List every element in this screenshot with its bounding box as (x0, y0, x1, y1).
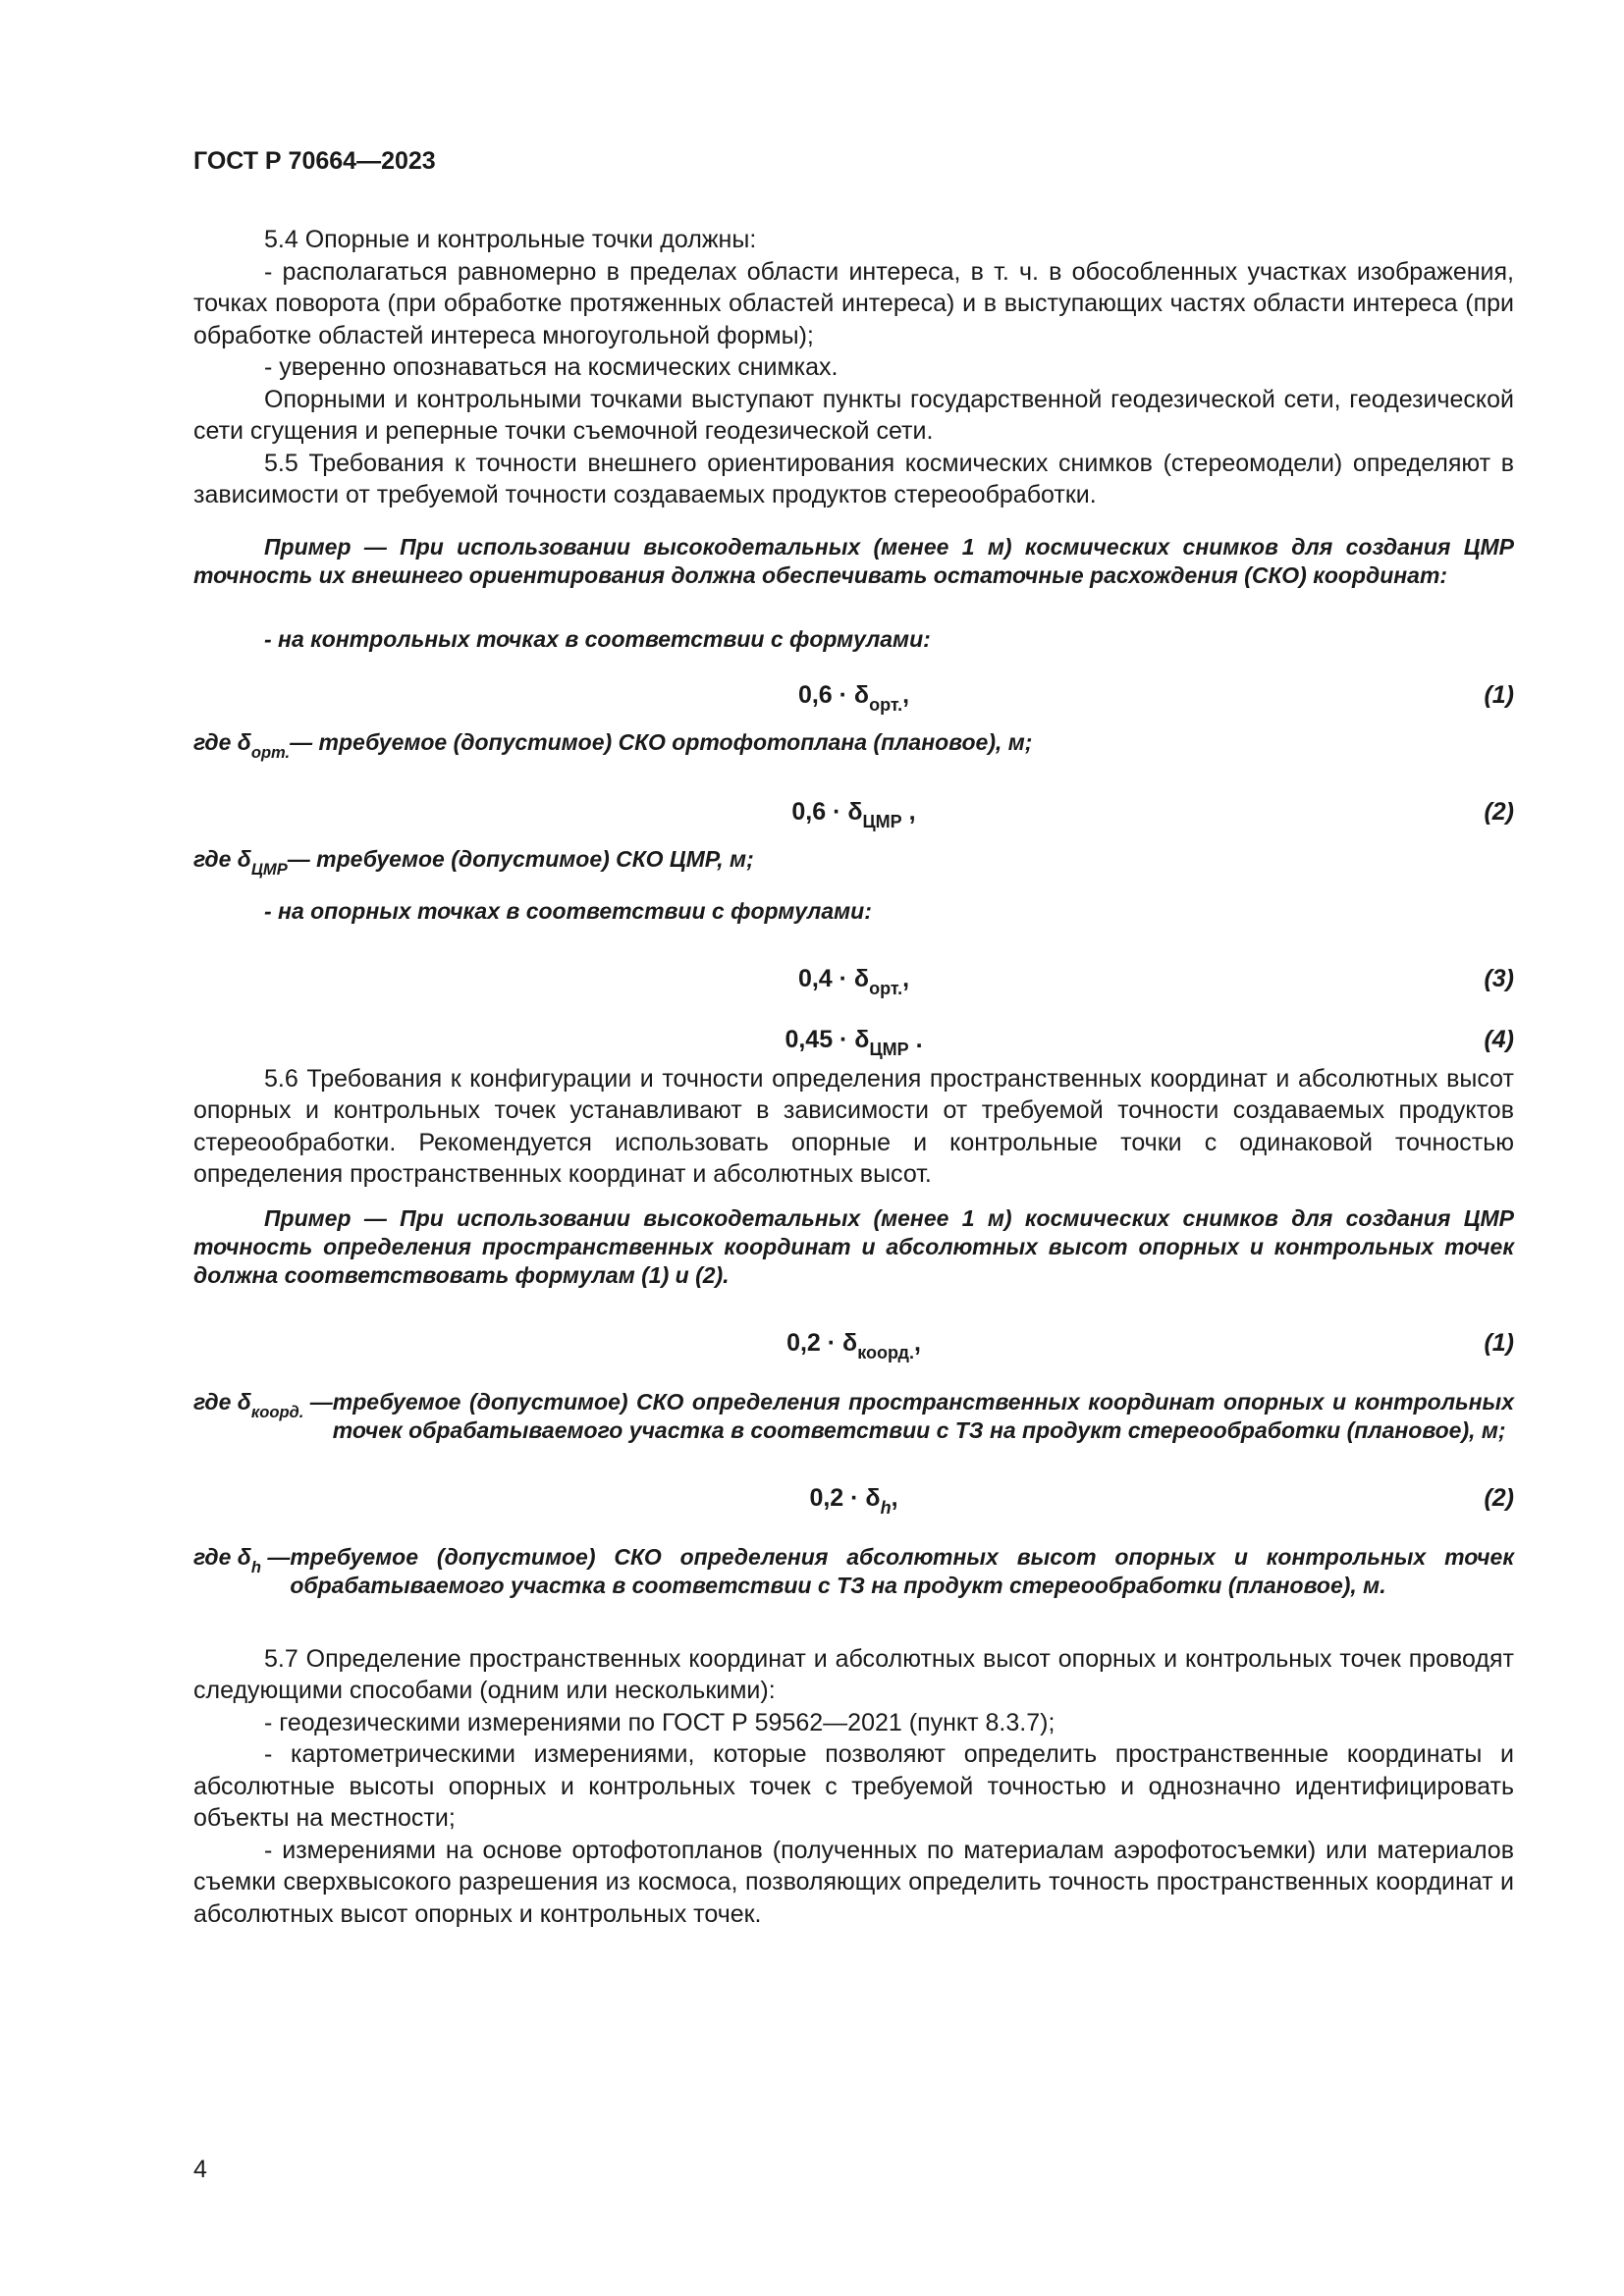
example-note: Пример — При использовании высокодетальных (менее 1 м) космических снимков для создания ЦМР точность определения пространственных координат и абсолютных высот опорных и контрольных точек должна соответствовать формулам (1) и (2). (193, 1204, 1514, 1288)
where-dash: — (260, 1543, 291, 1570)
formula-subscript: h (880, 1497, 892, 1518)
formula-tail: , (902, 964, 910, 992)
example-list-item: - на контрольных точках в соответствии с формулами: (264, 625, 931, 652)
formula-subscript: коорд. (857, 1342, 914, 1362)
formula-expression: 0,6 · δ (797, 680, 870, 709)
formula-explanation (193, 728, 1514, 762)
where-subscript: коорд. (250, 1402, 304, 1421)
formula-explanation (193, 1388, 1514, 1445)
formula-subscript: ЦМР (862, 811, 902, 831)
formula-expression: 0,2 · δ (809, 1483, 881, 1512)
where-subscript: ЦМР (250, 859, 288, 879)
formula-explanation (193, 1543, 1514, 1600)
clause-5-6: 5.6 Требования к конфигурации и точности определения пространственных координат и абсолютных высот опорных и контрольных точек устанавливают в зависимости от требуемой точности создаваемых продуктов стереообработки. Рекомендуется использовать опорные и контрольные точки с одинаковой точностью определения пространственных координат и абсолютных высот. (193, 1064, 1514, 1188)
formula-subscript: орт. (869, 694, 903, 715)
formula (193, 953, 1514, 996)
formula (193, 1014, 1514, 1057)
formula-number: (4) (1484, 1025, 1514, 1053)
clause-5-5: 5.5 Требования к точности внешнего ориентирования космических снимков (стереомодели) определяют в зависимости от требуемой точности создаваемых продуктов стереообработки. (193, 449, 1514, 508)
where-text: — требуемое (допустимое) СКО ЦМР, м; (287, 845, 754, 872)
formula-tail: , (891, 1483, 898, 1512)
formula-subscript: ЦМР (869, 1039, 909, 1059)
where-lead: где δ (193, 728, 251, 755)
formula-tail: . (908, 1025, 923, 1053)
list-item: - уверенно опознаваться на космических снимках. (264, 353, 839, 381)
formula (193, 669, 1514, 713)
where-lead: где δ (193, 1543, 251, 1570)
formula-number: (2) (1484, 1483, 1514, 1512)
formula-number: (1) (1484, 1328, 1514, 1357)
list-item: - располагаться равномерно в пределах области интереса, в т. ч. в обособленных участках изображения, точках поворота (при обработке протяженных областей интереса) и в выступающих частях области интереса (при обработке областей интереса многоугольной формы); (193, 257, 1514, 349)
list-item: - геодезическими измерениями по ГОСТ Р 59562—2021 (пункт 8.3.7); (264, 1708, 1056, 1736)
formula-expression: 0,2 · δ (786, 1328, 858, 1357)
document-header: ГОСТ Р 70664—2023 (193, 147, 436, 175)
where-text: требуемое (допустимое) СКО определения пространственных координат опорных и контрольных точек обрабатываемого участка в соответствии с ТЗ на продукт стереообработки (плановое), м; (332, 1388, 1514, 1443)
formula (193, 1317, 1514, 1361)
formula (193, 1472, 1514, 1516)
where-text: — требуемое (допустимое) СКО ортофотоплана (плановое), м; (290, 728, 1033, 755)
formula-tail: , (901, 797, 916, 826)
formula-tail: , (913, 1328, 921, 1357)
page-number: 4 (193, 2156, 207, 2183)
formula-expression: 0,45 · δ (785, 1025, 870, 1053)
where-lead: где δ (193, 845, 251, 872)
formula-expression: 0,4 · δ (797, 964, 870, 992)
document-body (193, 224, 1514, 1930)
list-item: - измерениями на основе ортофотопланов (полученных по материалам аэрофотосъемки) или материалов съемки сверхвысокого разрешения из космоса, позволяющих определить точность пространственных координат и абсолютных высот опорных и контрольных точек. (193, 1836, 1514, 1928)
example-note: Пример — При использовании высокодетальных (менее 1 м) космических снимков для создания ЦМР точность их внешнего ориентирования должна обеспечивать остаточные расхождения (СКО) координат: (193, 533, 1514, 588)
formula (193, 786, 1514, 829)
clause-5-7: 5.7 Определение пространственных координат и абсолютных высот опорных и контрольных точек проводят следующими способами (одним или несколькими): (193, 1644, 1514, 1704)
formula-tail: , (902, 680, 910, 709)
paragraph: Опорными и контрольными точками выступают пункты государственной геодезической сети, геодезической сети сгущения и реперные точки съемочной геодезической сети. (193, 385, 1514, 445)
where-dash: — (303, 1388, 333, 1415)
list-item: - картометрическими измерениями, которые позволяют определить пространственные координаты и абсолютные высоты опорных и контрольных точек с требуемой точностью и однозначно идентифицировать объекты на местности; (193, 1740, 1514, 1832)
where-subscript: орт. (250, 742, 291, 762)
formula-expression: 0,6 · δ (791, 797, 863, 826)
where-subscript: h (250, 1557, 261, 1576)
where-lead: где δ (193, 1388, 251, 1415)
where-text: требуемое (допустимое) СКО определения абсолютных высот опорных и контрольных точек обрабатываемого участка в соответствии с ТЗ на продукт стереообработки (плановое), м. (290, 1543, 1514, 1598)
example-list-item: - на опорных точках в соответствии с формулами: (264, 897, 872, 924)
formula-subscript: орт. (869, 978, 903, 998)
formula-explanation (193, 845, 1514, 879)
formula-number: (1) (1484, 680, 1514, 709)
formula-number: (3) (1484, 964, 1514, 992)
clause-5-4: 5.4 Опорные и контрольные точки должны: (264, 226, 757, 253)
formula-number: (2) (1484, 797, 1514, 826)
